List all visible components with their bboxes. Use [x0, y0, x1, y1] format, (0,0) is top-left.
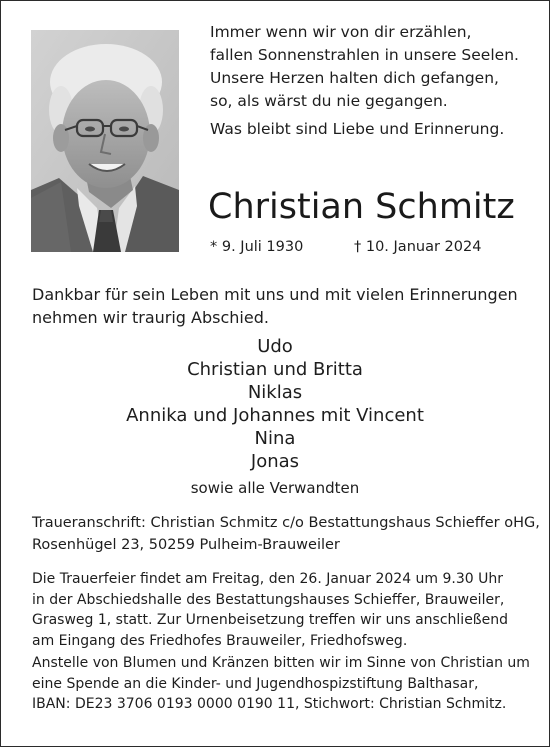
mourning-address — [32, 512, 540, 556]
farewell-line: Dankbar für sein Leben mit uns und mit vielen Erinnerungen — [32, 285, 518, 304]
ceremony-details — [32, 569, 530, 715]
ceremony-line: Die Trauerfeier findet am Freitag, den 26. Januar 2024 um 9.30 Uhr — [32, 571, 504, 587]
poem-line: Immer wenn wir von dir erzählen, — [210, 23, 472, 41]
death-date: † 10. Januar 2024 — [354, 239, 482, 255]
family-member: Christian und Britta — [187, 359, 363, 380]
ceremony-line: Grasweg 1, statt. Zur Urnenbeisetzung treffen wir uns anschließend — [32, 612, 508, 628]
donation-line: Anstelle von Blumen und Kränzen bitten wir im Sinne von Christian um — [32, 655, 530, 671]
poem-line: fallen Sonnenstrahlen in unsere Seelen. — [210, 46, 519, 64]
farewell-text — [32, 283, 532, 329]
birth-date: * 9. Juli 1930 — [210, 239, 304, 255]
ceremony-line: in der Abschiedshalle des Bestattungshauses Schieffer, Brauweiler, — [32, 591, 505, 608]
family-list — [1, 335, 549, 498]
farewell-line: nehmen wir traurig Abschied. — [32, 308, 269, 327]
family-member: Niklas — [247, 382, 303, 403]
donation-line: eine Spende an die Kinder- und Jugendhospizstiftung Balthasar, — [32, 675, 479, 692]
family-member: Jonas — [250, 451, 300, 472]
family-member: Nina — [254, 428, 296, 449]
relatives-note: sowie alle Verwandten — [190, 479, 360, 497]
poem-line: so, als wärst du nie gegangen. — [210, 92, 448, 110]
deceased-name: Christian Schmitz — [208, 187, 515, 227]
family-member: Udo — [257, 336, 293, 357]
address-line: Rosenhügel 23, 50259 Pulheim-Brauweiler — [32, 537, 340, 553]
donation-line: IBAN: DE23 3706 0193 0000 0190 11, Stichwort: Christian Schmitz. — [32, 696, 507, 712]
poem-line: Was bleibt sind Liebe und Erinnerung. — [210, 120, 505, 138]
ceremony-line: am Eingang des Friedhofes Brauweiler, Friedhofsweg. — [32, 632, 408, 649]
address-line: Traueranschrift: Christian Schmitz c/o Bestattungshaus Schieffer oHG, — [32, 515, 540, 531]
family-member: Annika und Johannes mit Vincent — [126, 405, 424, 426]
portrait-image — [31, 30, 179, 252]
poem-line: Unsere Herzen halten dich gefangen, — [210, 69, 499, 87]
portrait-photo — [31, 30, 179, 252]
memorial-poem — [210, 21, 540, 141]
